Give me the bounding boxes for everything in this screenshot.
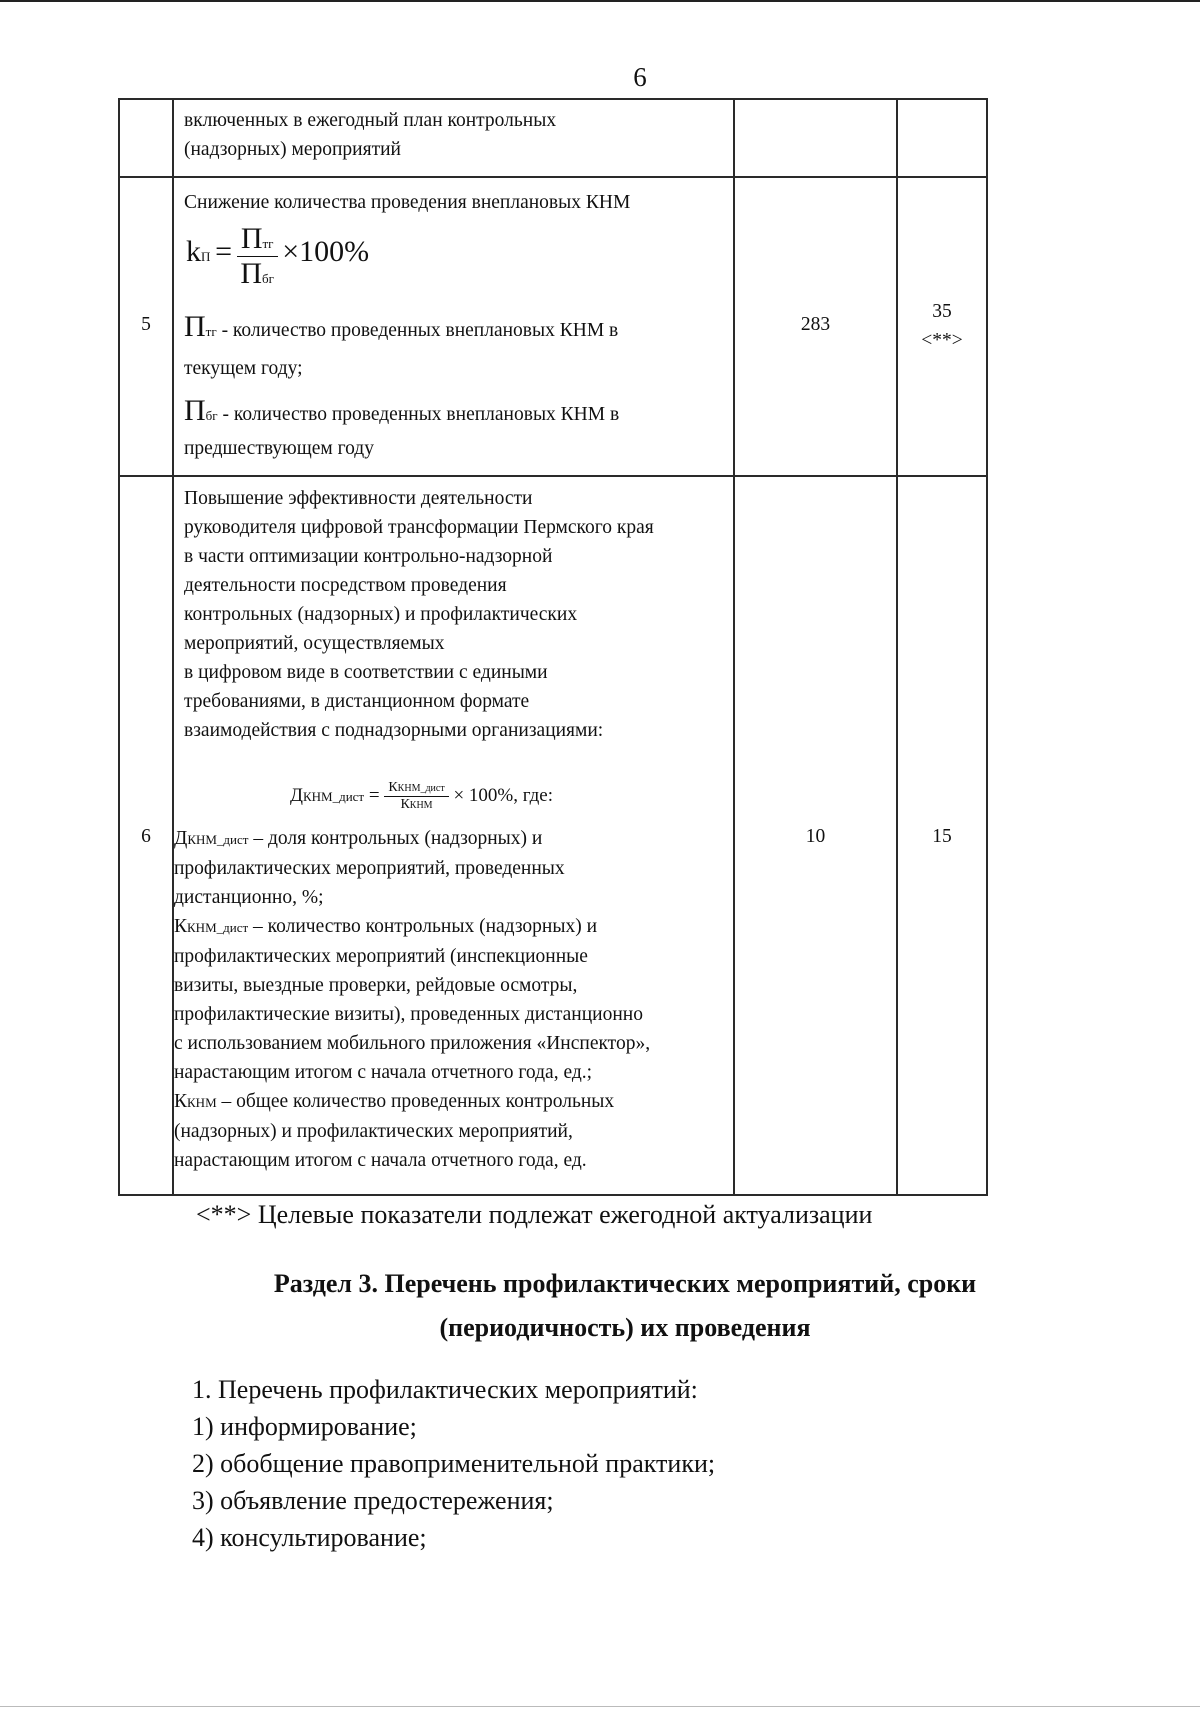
indicator-title: Снижение количества проведения внеплановых КНМ bbox=[184, 192, 631, 213]
formula-lhs: Д bbox=[290, 784, 303, 806]
target-value-number: 35 bbox=[932, 301, 952, 322]
text-line: контрольных (надзорных) и профилактических bbox=[184, 604, 578, 625]
footnote-mark: <**> bbox=[921, 330, 963, 351]
definition-text: – доля контрольных (надзорных) и bbox=[248, 828, 543, 849]
text-line: профилактических мероприятий (инспекционные bbox=[174, 946, 588, 967]
base-value: 283 bbox=[800, 314, 831, 335]
table-row-divider bbox=[118, 176, 988, 178]
symbol-sub: КНМ bbox=[187, 1095, 217, 1110]
row-number: 6 bbox=[141, 826, 151, 847]
indicator-description bbox=[184, 484, 654, 745]
formula-equals: = bbox=[368, 784, 380, 806]
section-title-line: (периодичность) их проведения bbox=[439, 1313, 811, 1342]
table-border-top bbox=[118, 98, 988, 100]
definition-text: – количество контрольных (надзорных) и bbox=[248, 916, 598, 937]
formula-numerator: П bbox=[240, 222, 263, 255]
list-item: 3) объявление предостережения; bbox=[192, 1486, 554, 1515]
formula-kp bbox=[186, 222, 369, 291]
formula-dknm bbox=[290, 780, 553, 813]
text-line: нарастающим итогом с начала отчетного года, ед.; bbox=[174, 1062, 593, 1083]
symbol: К bbox=[174, 916, 188, 937]
top-border bbox=[0, 0, 1200, 2]
definition-text: – общее количество проведенных контрольных bbox=[216, 1091, 615, 1112]
symbol: К bbox=[174, 1091, 188, 1112]
footnote: <**> Целевые показатели подлежат ежегодной актуализации bbox=[196, 1200, 873, 1229]
list-item: 2) обобщение правоприменительной практики; bbox=[192, 1449, 716, 1478]
definition-ptg-cont: текущем году; bbox=[184, 358, 303, 379]
definition-text: - количество проведенных внеплановых КНМ в bbox=[217, 404, 620, 425]
section-title bbox=[200, 1262, 1050, 1350]
text-line: взаимодействия с поднадзорными организациями: bbox=[184, 720, 604, 741]
formula-denominator-sub: КНМ bbox=[409, 800, 433, 811]
table-border-bottom bbox=[118, 1194, 988, 1196]
text-line: включенных в ежегодный план контрольных bbox=[184, 110, 557, 131]
list-heading: 1. Перечень профилактических мероприятий: bbox=[192, 1375, 698, 1404]
table-divider-text bbox=[733, 98, 735, 1196]
formula-numerator-sub: тг bbox=[262, 236, 274, 251]
symbol-sub: бг bbox=[205, 408, 218, 423]
text-line: профилактических мероприятий, проведенных bbox=[174, 858, 565, 879]
text-line: (надзорных) и профилактических мероприятий, bbox=[174, 1121, 573, 1142]
formula-lhs: k bbox=[186, 234, 201, 268]
target-value: 15 bbox=[932, 826, 952, 847]
text-line: (надзорных) мероприятий bbox=[184, 139, 401, 160]
definition-text: - количество проведенных внеплановых КНМ в bbox=[216, 320, 619, 341]
formula-lhs-sub: П bbox=[201, 248, 211, 264]
symbol-sub: КНМ_дист bbox=[187, 832, 249, 847]
table-border-left bbox=[118, 98, 120, 1196]
base-value: 10 bbox=[805, 826, 826, 847]
text-line: с использованием мобильного приложения «Инспектор», bbox=[174, 1033, 651, 1054]
target-value bbox=[897, 297, 987, 355]
symbol: П bbox=[184, 394, 206, 427]
symbol-sub: тг bbox=[205, 324, 217, 339]
symbol-sub: КНМ_дист bbox=[187, 920, 249, 935]
text-line: в цифровом виде в соответствии с едиными bbox=[184, 662, 548, 683]
row-number: 5 bbox=[141, 314, 151, 335]
table-row-continued-text bbox=[184, 106, 556, 164]
section-title-line: Раздел 3. Перечень профилактических мероприятий, сроки bbox=[273, 1269, 977, 1298]
bottom-border bbox=[0, 1706, 1200, 1707]
text-line: в части оптимизации контрольно-надзорной bbox=[184, 546, 553, 567]
definition-ptg bbox=[184, 312, 618, 346]
table-row-divider bbox=[118, 475, 988, 477]
list-item: 4) консультирование; bbox=[192, 1523, 427, 1552]
symbol: П bbox=[184, 310, 206, 343]
text-line: Повышение эффективности деятельности bbox=[184, 488, 533, 509]
symbol: Д bbox=[174, 828, 188, 849]
formula-tail: ×100% bbox=[282, 234, 370, 268]
formula-denominator: П bbox=[240, 257, 263, 290]
formula-denominator: К bbox=[400, 797, 410, 812]
definition-dknm bbox=[174, 824, 650, 1175]
formula-numerator: К bbox=[388, 780, 398, 795]
text-line: деятельности посредством проведения bbox=[184, 575, 507, 596]
formula-tail: × 100%, где: bbox=[453, 784, 553, 806]
table-divider-value bbox=[896, 98, 898, 1196]
text-line: дистанционно, %; bbox=[174, 887, 324, 908]
text-line: визиты, выездные проверки, рейдовые осмотры, bbox=[174, 975, 578, 996]
text-line: требованиями, в дистанционном формате bbox=[184, 691, 530, 712]
definition-pbg-cont: предшествующем году bbox=[184, 438, 374, 459]
text-line: мероприятий, осуществляемых bbox=[184, 633, 445, 654]
formula-lhs-sub: КНМ_дист bbox=[302, 788, 365, 804]
page-number: 6 bbox=[633, 62, 647, 92]
formula-denominator-sub: бг bbox=[262, 271, 274, 286]
text-line: профилактические визиты), проведенных дистанционно bbox=[174, 1004, 643, 1025]
formula-numerator-sub: КНМ_дист bbox=[397, 783, 445, 794]
formula-fraction bbox=[237, 222, 278, 291]
text-line: руководителя цифровой трансформации Пермского края bbox=[184, 517, 654, 538]
formula-fraction bbox=[384, 780, 448, 813]
list-item: 1) информирование; bbox=[192, 1412, 417, 1441]
definition-pbg bbox=[184, 396, 619, 430]
text-line: нарастающим итогом с начала отчетного года, ед. bbox=[174, 1150, 587, 1171]
formula-equals: = bbox=[215, 234, 233, 268]
table-border-right bbox=[986, 98, 988, 1196]
